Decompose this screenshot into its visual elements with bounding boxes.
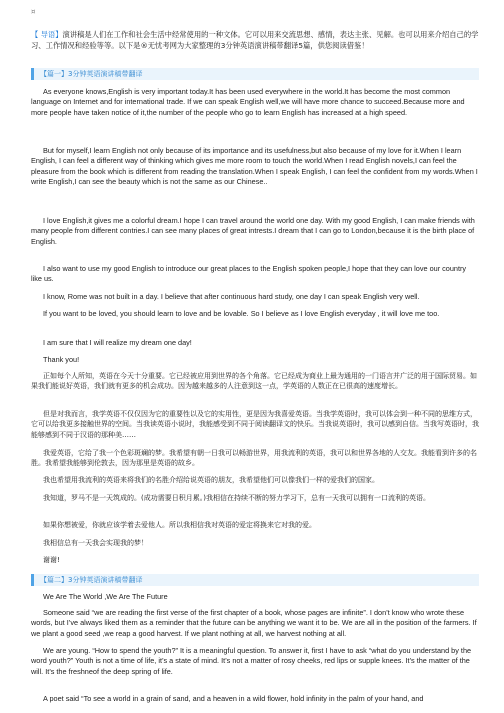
section-2-title: 【篇二】3分钟英语演讲稿带翻译	[31, 574, 479, 586]
s2-paragraph-2: Someone said “we are reading the first verse of the first chapter of a book, whose pages are infinite”. I don’t know who wrote these words, but I’ve always liked them as a reminder that the future can be anything we want it to be. We are all in the position of the farmers. If we plant a good seed ,we reap a good harvest. If we plant nothing at all, we harvest nothing at all.	[31, 608, 477, 638]
s2-paragraph-3: We are young. “How to spend the youth?” It is a meaningful question. To answer it, first I have to ask “what do you understand by the word youth?” Youth is not a time of life, it’s a state of mind. It’s not a matter of rosy cheeks, red lips or supple knees. It’s the matter of the will. It’s the freshneof the deep spring of life.	[31, 646, 472, 676]
s1-paragraph-14: 如果你想被爱，你就应该学着去爱他人。所以我相信我对英语的爱定将换来它对我的爱。	[43, 521, 316, 529]
s1-paragraph-3: I love English,it gives me a colorful dream.I hope I can travel around the world one day. With my good English, I can make friends with many people from different contries.I can see many places of great intrests.I dream that I can go to London,because it is the birth place of English.	[31, 216, 475, 246]
s1-paragraph-11: 我爱英语，它给了我一个色彩斑斓的梦。我希望有朝一日我可以畅游世界，用我流利的英语，我可以和世界各地的人交友。我能看到许多的名胜。我希望我能够到伦敦去，因为那里是英语的故乡。	[31, 449, 477, 468]
s1-paragraph-2: But for myself,I learn English not only because of its importance and its usefulness,but also because of my love for it.When I learn English, I can feel a different way of thinking which gives me more room to touch the world.When I read English novels,I can feel the pleasure from the book which is different from reading the translation.When I speak English, I can feel the confident from my words.When I write English,I can see the beauty which is not the same as our Chinese..	[31, 146, 478, 187]
s1-paragraph-10: 但是对我而言，我学英语不仅仅因为它的重要性以及它的实用性，更是因为我喜爱英语。当我学英语时，我可以体会到一种不同的思维方式，它可以给我更多接触世界的空间。当我读英语小说时，我能感受到不同于阅读翻译文的快乐。当我说英语时，我可以感到自信。当我写英语时，我能够感到不同于汉语的那种美……	[31, 410, 479, 439]
s1-paragraph-4: I also want to use my good English to introduce our great places to the English spoken people,I hope that they can love our country like us.	[31, 264, 467, 284]
s1-paragraph-1: As everyone knows,English is very important today.It has been used everywhere in the world.It has become the most common language on Internet and for international trade. If we can speak English well,we will have more chance to succeed.Because more and more people have taken notice of it,the number of the people who go to learn English has increased at a high speed.	[31, 87, 465, 117]
s1-paragraph-8: Thank you!	[43, 355, 80, 364]
intro-tag: 【 导语】	[31, 30, 63, 39]
intro-paragraph	[31, 29, 479, 51]
stray-mark: ¤	[31, 8, 36, 16]
intro-text: 演讲稿是人们在工作和社会生活中经常使用的一种文体。它可以用来交流思想、感情，表达主张、见解。也可以用来介绍自己的学习、工作情况和经验等等。以下是®无忧考网为大家整理的3分钟英语演讲稿带翻译5篇，供您阅读借鉴！	[31, 30, 479, 50]
s1-paragraph-12: 我也希望用我流利的英语来将我们的名胜介绍给说英语的朋友，我希望他们可以像我们一样的爱我们的国家。	[43, 476, 379, 484]
s1-paragraph-7: I am sure that I will realize my dream one day!	[43, 338, 192, 347]
s1-paragraph-15: 我相信总有一天我会实现我的梦！	[43, 539, 148, 547]
s2-paragraph-4: A poet said “To see a world in a grain of sand, and a heaven in a wild flower, hold infinity in the palm of your hand, and	[43, 694, 424, 703]
s2-paragraph-1: We Are The World ,We Are The Future	[43, 592, 168, 601]
s1-paragraph-13: 我知道，罗马不是一天筑成的。(成功需要日积月累。)我相信在持续不断的努力学习下，总有一天我可以拥有一口流利的英语。	[43, 494, 430, 502]
s1-paragraph-5: I know, Rome was not built in a day. I believe that after continuous hard study, one day I can speak English very well.	[43, 292, 420, 301]
s1-paragraph-6: If you want to be loved, you should learn to love and be lovable. So I believe as I love English everyday , it will love me too.	[43, 309, 440, 318]
s1-paragraph-9: 正如每个人所知，英语在今天十分重要。它已经被应用到世界的各个角落。它已经成为商业上最为通用的一门语言并广泛的用于国际贸易。如果我们能说好英语，我们就有更多的机会成功。因为越来越多的人注意到这一点，学英语的人数正在已很高的速度增长。	[31, 372, 477, 391]
section-1-title: 【篇一】3分钟英语演讲稿带翻译	[31, 68, 479, 80]
s1-paragraph-16: 谢谢!	[43, 556, 60, 564]
